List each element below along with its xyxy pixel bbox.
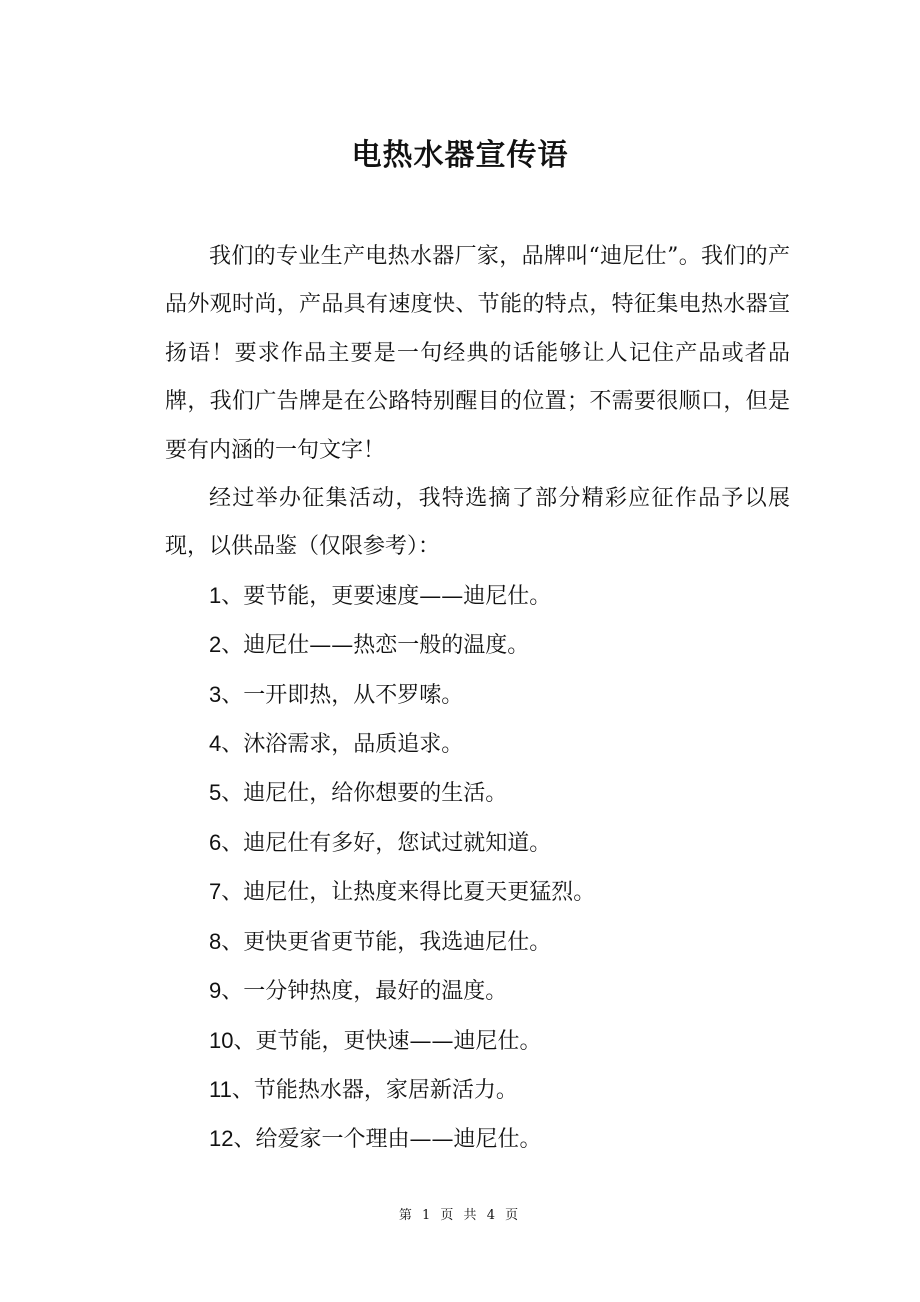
- list-item-number: 3: [209, 681, 222, 707]
- list-item-number: 4: [209, 731, 222, 757]
- list-item-text: 、给爱家一个理由——迪尼仕。: [233, 1127, 542, 1153]
- list-item-number: 5: [209, 780, 222, 806]
- list-item-text: 、节能热水器，家居新活力。: [231, 1077, 518, 1103]
- list-item-number: 12: [209, 1126, 234, 1152]
- list-item-text: 、要节能，更要速度——迪尼仕。: [221, 583, 552, 609]
- list-item: [165, 621, 790, 670]
- list-item-text: 、一分钟热度，最好的温度。: [221, 979, 508, 1005]
- list-item: [165, 1066, 790, 1115]
- list-item-text: 、迪尼仕——热恋一般的温度。: [221, 633, 530, 659]
- document-title: 电热水器宣传语: [351, 138, 569, 173]
- list-item: [165, 1115, 790, 1164]
- slogan-list: [165, 572, 790, 1165]
- list-item-number: 1: [209, 582, 222, 608]
- list-item-number: 9: [209, 978, 222, 1004]
- list-item: [165, 819, 790, 868]
- list-item-number: 10: [209, 1027, 234, 1053]
- list-item: [165, 967, 790, 1016]
- list-item-number: 7: [209, 879, 222, 905]
- list-item: [165, 868, 790, 917]
- list-item-text: 、迪尼仕有多好，您试过就知道。: [221, 830, 552, 856]
- page-number-footer: 第 1 页 共 4 页: [398, 1208, 522, 1223]
- document-body: [165, 233, 790, 1165]
- list-item-text: 、更节能，更快速——迪尼仕。: [233, 1028, 542, 1054]
- list-item-number: 2: [209, 632, 222, 658]
- list-item-text: 、沐浴需求，品质追求。: [221, 732, 464, 758]
- list-item: [165, 720, 790, 769]
- intro-paragraph: 我们的专业生产电热水器厂家，品牌叫“迪尼仕”。我们的产品外观时尚，产品具有速度快、节能的特点，特征集电热水器宣扬语！要求作品主要是一句经典的话能够让人记住产品或者品牌，我们广告牌是在公路特别醒目的位置；不需要很顺口，但是要有内涵的一句文字！: [165, 244, 790, 463]
- selection-paragraph: 经过举办征集活动，我特选摘了部分精彩应征作品予以展现，以供品鉴（仅限参考）：: [165, 486, 790, 560]
- list-item-text: 、迪尼仕，给你想要的生活。: [221, 781, 508, 807]
- list-item-text: 、一开即热，从不罗嗦。: [221, 682, 464, 708]
- list-item: [165, 769, 790, 818]
- list-item: [165, 918, 790, 967]
- list-item-number: 11: [209, 1076, 232, 1102]
- list-item-text: 、迪尼仕，让热度来得比夏天更猛烈。: [221, 880, 596, 906]
- list-item: [165, 671, 790, 720]
- list-item: [165, 1017, 790, 1066]
- list-item-number: 8: [209, 928, 222, 954]
- list-item: [165, 572, 790, 621]
- list-item-number: 6: [209, 829, 222, 855]
- list-item-text: 、更快更省更节能，我选迪尼仕。: [221, 929, 552, 955]
